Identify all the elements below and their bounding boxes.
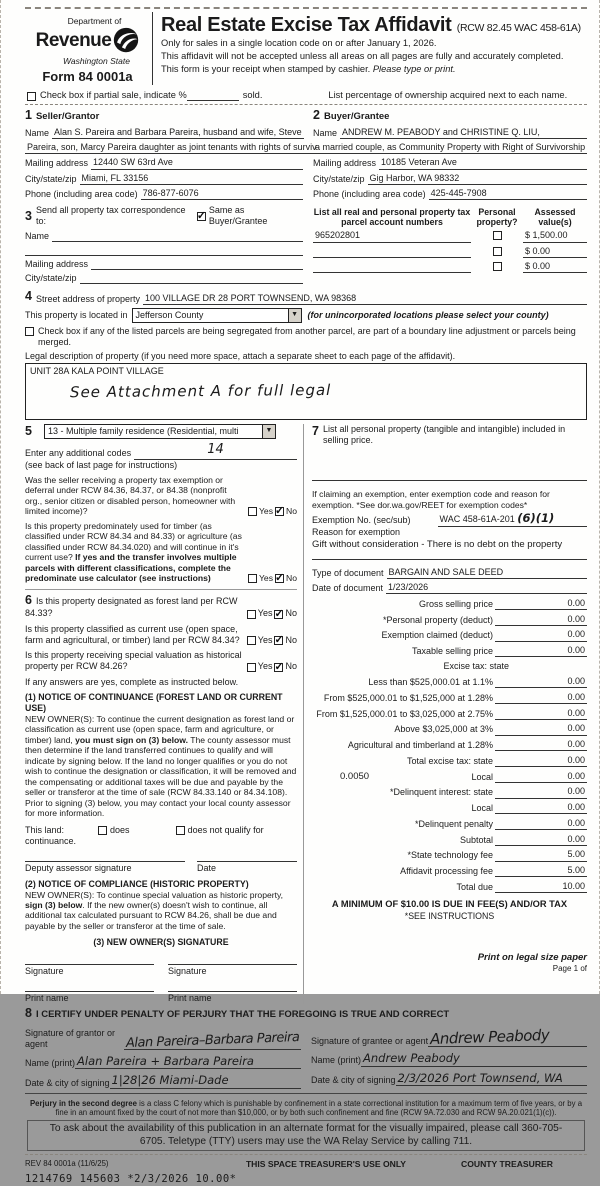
treasurer-use-label: THIS SPACE TREASURER'S USE ONLY <box>245 1158 407 1169</box>
buyer-city-field[interactable]: Gig Harbor, WA 98332 <box>368 173 588 185</box>
s5q1-no-checkbox[interactable] <box>275 507 284 516</box>
parcel-number-field[interactable] <box>313 261 471 273</box>
exemption-divider <box>312 559 587 560</box>
new-owner-printname-field-1[interactable] <box>25 991 154 1004</box>
continuance-label: continuance. <box>25 836 77 847</box>
county-note: (for unincorporated locations please select your county) <box>307 309 549 320</box>
tax-label: Subtotal <box>459 834 493 845</box>
tax-value: 0.00 <box>543 645 587 657</box>
grantor-name-label: Name (print) <box>25 1058 76 1069</box>
does-label: does <box>110 824 130 835</box>
grantee-name-label: Name (print) <box>311 1055 362 1066</box>
s6q1-no-checkbox[interactable] <box>274 610 283 619</box>
date-of-document-label: Date of document <box>312 583 384 594</box>
parcel-number-field[interactable]: 965202801 <box>313 230 471 242</box>
s5q2-no-checkbox[interactable] <box>275 574 284 583</box>
header-divider <box>25 104 587 105</box>
classification-tax-area <box>25 424 587 1004</box>
header-note-3b: Please type or print. <box>372 63 456 74</box>
local-rate-value: 0.0050 <box>340 770 370 782</box>
perjury-bold: Perjury in the second degree <box>29 1098 137 1108</box>
yes-label: Yes <box>258 506 273 517</box>
tax-label: From $1,525,000.01 to $3,025,000 at 2.75% <box>316 708 493 719</box>
no-label: No <box>286 506 297 517</box>
s6q2-yes-checkbox[interactable] <box>247 636 256 645</box>
seller-phone-label: Phone (including area code) <box>25 188 138 199</box>
tax-row <box>312 834 587 846</box>
seller-name-label: Name <box>25 127 50 138</box>
timber-q-bold: If yes and the transfer involves multiple parcels with different classifications, complete the predominate use calculator (see instructions) <box>25 552 237 584</box>
s6q2-no-checkbox[interactable] <box>274 636 283 645</box>
perjury-statement <box>25 1099 587 1118</box>
current-use-text: Is this property classified as current use (open space, farm and agricultural, or timber) land per RCW 84.34? <box>25 623 240 645</box>
buyer-phone-field[interactable]: 425-445-7908 <box>429 188 588 200</box>
tax-label: Affidavit processing fee <box>400 866 493 877</box>
land-qualify-row <box>25 825 297 836</box>
parties-section <box>25 108 587 200</box>
tax-row <box>312 755 587 767</box>
personal-property-checkbox-3[interactable] <box>493 262 502 271</box>
print-legal-text: Print on legal size paper <box>477 952 587 964</box>
tax-label: Total due <box>456 881 493 892</box>
tax-value: 5.00 <box>543 849 587 861</box>
rev-form-number: REV 84 0001a (11/6/25) <box>25 1158 109 1168</box>
partial-sale-row <box>27 90 587 102</box>
segregated-label: Check box if any of the listed parcels are being segregated from another parcel, are part of a boundary line adjustment or parcels being merged. <box>38 326 576 348</box>
tax-value: 0.00 <box>543 802 587 814</box>
corr-name-field[interactable] <box>52 231 303 242</box>
deputy-assessor-row <box>25 861 297 874</box>
tax-row <box>312 614 587 626</box>
corr-mailing-field[interactable] <box>91 259 303 270</box>
section4-number: 4 <box>25 289 32 304</box>
tax-value: 0.00 <box>543 692 587 704</box>
footer-dashed-divider <box>25 1154 587 1155</box>
page-number: Page 1 of <box>552 964 587 973</box>
exemption-note: If claiming an exemption, enter exemption code and reason for exemption. *See dor.wa.gov/REET for exemption codes* <box>312 489 550 510</box>
property-location-section <box>25 289 587 419</box>
legal-description-printed: UNIT 28A KALA POINT VILLAGE <box>30 365 164 376</box>
county-dropdown-arrow-icon[interactable]: ▼ <box>288 309 301 322</box>
tax-row <box>312 849 587 861</box>
cashier-stamp: 1214769 145603 *2/3/2026 10.00* <box>25 1172 237 1185</box>
assessed-value-field[interactable]: $ 0.00 <box>523 261 587 273</box>
partial-sale-label: Check box if partial sale, indicate % <box>40 89 187 100</box>
notice1-paragraph <box>25 714 297 819</box>
grantor-sig-label: Signature of grantor or agent <box>25 1027 116 1049</box>
tax-row <box>312 786 587 798</box>
timber-agriculture-question <box>25 521 297 584</box>
yes-label: Yes <box>258 573 273 584</box>
deputy-date-field[interactable] <box>197 861 297 874</box>
notice2-paragraph <box>25 890 297 932</box>
corr-mailing-label: Mailing address <box>25 258 89 269</box>
additional-codes-handwritten: 14 <box>207 442 224 458</box>
tax-label: Local <box>471 803 493 814</box>
corr-city-field[interactable] <box>80 273 303 284</box>
notice2-title: (2) NOTICE OF COMPLIANCE (HISTORIC PROPERTY) <box>25 878 249 889</box>
new-owner-signature-row <box>25 964 297 977</box>
right-column <box>303 424 587 1004</box>
buyer-city-label: City/state/zip <box>313 173 365 184</box>
grantor-signature-script: Alan Pareira–Barbara Pareira <box>125 1029 300 1051</box>
land-use-dropdown-arrow-icon[interactable]: ▼ <box>262 425 275 438</box>
tax-value: 0.00 <box>543 834 587 846</box>
personal-property-section <box>312 424 587 447</box>
grantee-signature-script: Andrew Peabody <box>429 1025 550 1048</box>
excise-tax-state-header: Excise tax: state <box>443 661 509 672</box>
section7-number: 7 <box>312 423 319 438</box>
tax-value: 0.00 <box>543 771 587 783</box>
grantee-signature-block <box>311 1024 587 1089</box>
parcel-row <box>313 246 587 258</box>
grantor-date-field[interactable] <box>110 1073 301 1088</box>
no-label: No <box>286 573 297 584</box>
section2-number: 2 <box>313 108 320 123</box>
tax-row <box>312 739 587 751</box>
parcel-number-field[interactable] <box>313 246 471 258</box>
section5-number: 5 <box>25 423 32 438</box>
title-block <box>153 12 587 85</box>
street-address-label: Street address of property <box>35 293 141 304</box>
exemption-no-typed: WAC 458-61A-201 <box>439 514 515 525</box>
parcel-row <box>313 261 587 273</box>
s6q1-yes-checkbox[interactable] <box>247 610 256 619</box>
form-title <box>161 15 587 36</box>
revenue-logo-block <box>25 12 153 85</box>
top-dashed-border <box>25 7 587 9</box>
tax-row-total-due <box>312 881 587 893</box>
yes-label: Yes <box>257 608 273 619</box>
if-any-note: If any answers are yes, complete as instructed below. <box>25 676 239 687</box>
perjury-divider <box>25 1093 587 1094</box>
grantee-date-handwritten: 2/3/2026 Port Townsend, WA <box>397 1070 563 1085</box>
new-owner-printname-row <box>25 991 297 1004</box>
perjury-rest: is a class C felony which is punishable by confinement in a state correctional institution for a maximum term of five years, or by a fine in an amount fixed by the court of not more than $10,000, or by both such confinement and fine (RCW 9A.72.030 and RCW 9A.20.021(1)(c)). <box>55 1098 583 1118</box>
tax-value: 0.00 <box>543 755 587 767</box>
additional-codes-field[interactable] <box>134 442 297 459</box>
grantor-signature-block <box>25 1024 311 1089</box>
buyer-mailing-field[interactable]: 10185 Veteran Ave <box>379 157 587 169</box>
seller-city-label: City/state/zip <box>25 173 77 184</box>
tax-value: 0.00 <box>543 676 587 688</box>
tax-row <box>312 676 587 688</box>
forest-land-question <box>25 593 297 620</box>
parcel-table-header <box>313 207 587 227</box>
seller-name-field-2[interactable]: Pareira, son, Marcy Pareira daughter as joint tenants with rights of surviv <box>25 142 319 154</box>
tax-value: 0.00 <box>543 818 587 830</box>
buyer-name-label: Name <box>313 127 338 138</box>
section3-label: Send all property tax correspondence to: <box>35 205 186 227</box>
tax-row <box>312 629 587 641</box>
corr-name-label: Name <box>25 230 50 241</box>
grantee-name-field[interactable] <box>361 1051 587 1066</box>
notice1-title: (1) NOTICE OF CONTINUANCE (FOREST LAND OR CURRENT USE) <box>25 691 283 713</box>
signature-label: Signature <box>25 966 64 977</box>
this-land-label: This land: <box>25 824 65 835</box>
section6-number: 6 <box>25 592 32 607</box>
notice2-bold: sign (3) below <box>25 899 83 910</box>
reason-exemption-label: Reason for exemption <box>312 526 401 537</box>
exemption-no-field[interactable] <box>438 511 587 526</box>
corr-city-label: City/state/zip <box>25 273 77 284</box>
historical-property-question <box>25 650 297 673</box>
notice3-title: (3) NEW OWNER(S) SIGNATURE <box>93 937 229 948</box>
header-note-1: Only for sales in a single location code on or after January 1, 2026. <box>161 37 437 48</box>
tax-row <box>312 818 587 830</box>
tax-label: *Personal property (deduct) <box>382 614 493 625</box>
tax-value: 0.00 <box>543 739 587 751</box>
grantee-date-field[interactable] <box>396 1071 587 1086</box>
tax-row <box>312 708 587 720</box>
new-owner-signature-field-1[interactable] <box>25 964 154 977</box>
new-owner-signature-field-2[interactable] <box>168 964 297 977</box>
notice2-post: . If the new owner(s) doesn't wish to continue, all additional tax calculated pursuant to RCW 84.26, shall be due and payable by the seller or transferor at the time of sale. <box>25 899 277 931</box>
s6q3-no-checkbox[interactable] <box>274 663 283 672</box>
reason-exemption-value: Gift without consideration - There is no debt on the property <box>312 538 563 550</box>
footer-row <box>25 1159 587 1170</box>
yes-label: Yes <box>257 634 273 645</box>
tax-label: Exemption claimed (deduct) <box>381 630 493 641</box>
signature-columns <box>25 1024 587 1089</box>
does-checkbox[interactable] <box>98 826 107 835</box>
tax-row <box>312 865 587 877</box>
tax-row <box>312 645 587 657</box>
tax-label: Local <box>471 771 493 782</box>
tax-label: Taxable selling price <box>411 646 493 657</box>
seller-city-field[interactable]: Miami, FL 33156 <box>80 173 303 185</box>
tax-label: Above $3,025,000 at 3% <box>394 724 493 735</box>
grantor-date-handwritten: 1|28|26 Miami-Dade <box>111 1073 229 1088</box>
buyer-grantee-section <box>303 108 587 200</box>
buyer-name-field[interactable]: ANDREW M. PEABODY and CHRISTINE Q. LIU, <box>340 127 587 139</box>
grantee-signature-field[interactable] <box>428 1025 587 1048</box>
parcel-table <box>303 207 587 284</box>
date-of-document-field[interactable]: 1/23/2026 <box>386 582 587 594</box>
partial-sale-checkbox[interactable] <box>27 92 36 101</box>
print-name-label: Print name <box>25 992 69 1003</box>
legal-description-handwritten: See Attachment A for full legal <box>69 381 332 402</box>
yes-label: Yes <box>257 661 273 672</box>
tax-label: Agricultural and timberland at 1.28% <box>347 740 493 751</box>
tax-value: 5.00 <box>543 865 587 877</box>
grantor-name-field[interactable] <box>75 1054 301 1069</box>
see-instructions-note: *SEE INSTRUCTIONS <box>404 910 495 921</box>
deputy-date-label: Date <box>197 863 217 874</box>
seller-mailing-label: Mailing address <box>25 158 89 169</box>
header-note-3a: This form is your receipt when stamped by cashier. <box>161 63 373 74</box>
tax-row <box>312 692 587 704</box>
designation-section <box>25 589 297 1004</box>
tax-label: *State technology fee <box>407 850 493 861</box>
personal-property-intro: List all personal property (tangible and intangible) included in selling price. <box>322 423 566 446</box>
parcel-col-header: List all real and personal property tax parcel account numbers <box>313 207 471 228</box>
tax-value: 0.00 <box>543 723 587 735</box>
street-address-field[interactable]: 100 VILLAGE DR 28 PORT TOWNSEND, WA 98368 <box>143 293 587 305</box>
revenue-wordmark: Revenue <box>35 30 112 52</box>
exemption-deferral-question <box>25 475 297 517</box>
no-label: No <box>285 634 297 645</box>
section8-number: 8 <box>25 1005 32 1020</box>
personal-property-checkbox-1[interactable] <box>493 231 502 240</box>
no-label: No <box>285 608 297 619</box>
grantor-name-handwritten: Alan Pareira + Barbara Pareira <box>77 1054 254 1069</box>
timber-q-normal: Is this property predominately used for timber (as classified under RCW 84.34 and 84.33) or agriculture (as classified under RCW 84.34.020) and will continue in it's current use? <box>25 520 242 563</box>
historical-property-text: Is this property receiving special valuation as historical property per RCW 84.26? <box>25 650 242 672</box>
grantor-signature-field[interactable] <box>124 1029 301 1051</box>
tax-label: From $525,000.01 to $1,525,000 at 1.28% <box>323 692 493 703</box>
tax-label: *Delinquent interest: state <box>389 787 493 798</box>
tax-value: 10.00 <box>543 881 587 893</box>
left-column <box>25 424 303 1004</box>
section1-number: 1 <box>25 108 32 123</box>
tax-row <box>312 723 587 735</box>
section2-title: Buyer/Grantee <box>323 111 390 123</box>
print-name-label: Print name <box>168 992 212 1003</box>
seller-name-field[interactable]: Alan S. Pareira and Barbara Pareira, husband and wife, Steve <box>52 127 304 139</box>
land-use-section <box>25 424 297 440</box>
tty-notice-box <box>27 1120 585 1150</box>
does-not-label: does not qualify for <box>187 824 264 835</box>
seller-phone-field[interactable]: 786-877-6076 <box>141 188 303 200</box>
grantee-date-label: Date & city of signing <box>311 1074 396 1085</box>
exemption-deferral-text: Was the seller receiving a property tax exemption or deferral under RCW 84.36, 84.37, or 84.38 (nonprofit org., senior citizen or disabled person, homeowner with limited income)? <box>25 474 236 517</box>
buyer-name-field-2[interactable]: a married couple, as Community Property with Right of Survivorship <box>313 142 587 154</box>
county-select-value: Jefferson County <box>135 309 204 320</box>
same-as-buyer-label: Same as Buyer/Grantee <box>208 205 268 227</box>
forest-land-text: Is this property designated as forest land per RCW 84.33? <box>25 595 238 619</box>
grantee-sig-label: Signature of grantee or agent <box>311 1036 429 1047</box>
correspondence-parcel-row <box>25 205 587 284</box>
section1-title: Seller/Grantor <box>35 111 100 123</box>
revenue-swirl-icon <box>113 27 139 56</box>
personal-property-checkbox-2[interactable] <box>493 247 502 256</box>
assessed-value-field[interactable]: $ 1,500.00 <box>523 230 587 242</box>
tax-value: 0.00 <box>543 708 587 720</box>
segregated-checkbox[interactable] <box>25 327 34 336</box>
exemption-no-label: Exemption No. (sec/sub) <box>312 515 411 526</box>
personal-property-list-field[interactable] <box>312 470 587 481</box>
legal-description-label: Legal description of property (if you need more space, attach a separate sheet to each page of the affidavit). <box>25 350 456 361</box>
county-select[interactable] <box>132 308 302 323</box>
tax-correspondence-section <box>25 205 303 284</box>
tax-label: Gross selling price <box>418 598 493 609</box>
seller-grantor-section <box>25 108 317 200</box>
sold-label: sold. <box>242 89 263 100</box>
notice1-post: The county assessor must then determine if the land transferred continues to qualify and will indicate by signing below. If the land no longer qualifies or you do not wish to continue the designation or classification, it will be removed and the compensating or additional taxes will be due and payable by the seller or transferor at the time of sale (RCW 84.33.140 or 84.34.108). Prior to signing (3) below, you may contact your local county assessor for more information. <box>25 734 297 819</box>
tax-row-local <box>312 771 587 783</box>
ownership-note: List percentage of ownership acquired next to each name. <box>328 89 568 100</box>
buyer-mailing-label: Mailing address <box>313 158 377 169</box>
timber-agriculture-text <box>25 521 244 584</box>
tty-notice-text: To ask about the availability of this publication in an alternate format for the visually impaired, please call 360-705-6705. Teletype (TTY) users may use the WA Relay Service by calling 711. <box>49 1123 563 1147</box>
notice2-pre: NEW OWNER(S): To continue special valuation as historic property, <box>25 889 284 900</box>
form-title-rcw: (RCW 82.45 WAC 458-61A) <box>456 22 581 34</box>
notice1-pre: NEW OWNER(S): To continue the current designation as forest land or classification as current use (open space, farm and agriculture, or timber) land, <box>25 713 295 745</box>
assessed-value-field[interactable]: $ 0.00 <box>523 246 587 258</box>
s5q2-yes-checkbox[interactable] <box>248 574 257 583</box>
personal-property-col-header: Personal property? <box>476 207 518 228</box>
same-as-buyer-checkbox[interactable] <box>197 212 206 221</box>
form-header <box>25 12 587 85</box>
tax-value: 0.00 <box>543 786 587 798</box>
form-number: Form 84 0001a <box>42 68 133 84</box>
s6q3-yes-checkbox[interactable] <box>247 663 256 672</box>
parcel-row <box>313 230 587 242</box>
certification-section <box>25 1006 587 1089</box>
tax-label: Total excise tax: state <box>406 755 493 766</box>
new-owner-printname-field-2[interactable] <box>168 991 297 1004</box>
section3-number: 3 <box>25 208 32 223</box>
tax-value: 0.00 <box>543 629 587 641</box>
dept-of-label: Department of <box>67 16 122 26</box>
buyer-phone-label: Phone (including area code) <box>313 188 426 199</box>
current-use-question <box>25 624 297 647</box>
tax-row <box>312 598 587 610</box>
signature-label: Signature <box>168 966 207 977</box>
grantee-name-handwritten: Andrew Peabody <box>363 1051 460 1066</box>
header-note-2: This affidavit will not be accepted unless all areas on all pages are fully and accurately completed. <box>161 50 564 61</box>
does-not-checkbox[interactable] <box>176 826 185 835</box>
washington-state-label: Washington State <box>63 55 130 66</box>
partial-sale-percent-field[interactable] <box>187 100 239 101</box>
exemption-no-handwritten: (6)(1) <box>517 511 555 526</box>
notice1-bold: you must sign on (3) below. <box>75 734 188 745</box>
certify-statement: I CERTIFY UNDER PENALTY OF PERJURY THAT THE FOREGOING IS TRUE AND CORRECT <box>35 1008 450 1020</box>
minimum-due-note: A MINIMUM OF $10.00 IS DUE IN FEE(S) AND/OR TAX <box>331 899 568 910</box>
tax-label: *Delinquent penalty <box>414 818 493 829</box>
tax-value: 0.00 <box>543 614 587 626</box>
type-of-document-label: Type of document <box>312 567 384 578</box>
deputy-assessor-signature-field[interactable] <box>25 861 185 874</box>
county-treasurer-label: COUNTY TREASURER <box>461 1158 553 1169</box>
tax-value: 0.00 <box>543 598 587 610</box>
no-label: No <box>285 661 297 672</box>
assessed-value-col-header: Assessed value(s) <box>534 207 576 228</box>
corr-name-field-2[interactable] <box>25 245 303 256</box>
print-legal-note <box>478 952 587 974</box>
located-in-label: This property is located in <box>25 309 128 320</box>
see-back-note: (see back of last page for instructions) <box>25 459 178 470</box>
legal-description-box[interactable] <box>25 363 587 420</box>
additional-codes-label: Enter any additional codes <box>25 448 132 459</box>
type-of-document-field[interactable]: BARGAIN AND SALE DEED <box>387 567 587 579</box>
land-use-code-select[interactable] <box>44 424 276 439</box>
form-title-text: Real Estate Excise Tax Affidavit <box>161 14 452 36</box>
header-note-3 <box>161 64 587 76</box>
seller-mailing-field[interactable]: 12440 SW 63rd Ave <box>91 157 303 169</box>
deputy-assessor-label: Deputy assessor signature <box>25 863 132 874</box>
grantor-date-label: Date & city of signing <box>25 1077 110 1088</box>
tax-row <box>312 802 587 814</box>
tax-label: Less than $525,000.01 at 1.1% <box>368 677 493 688</box>
land-use-code-value: 13 - Multiple family residence (Residential, multi <box>47 426 239 437</box>
s5q1-yes-checkbox[interactable] <box>248 507 257 516</box>
